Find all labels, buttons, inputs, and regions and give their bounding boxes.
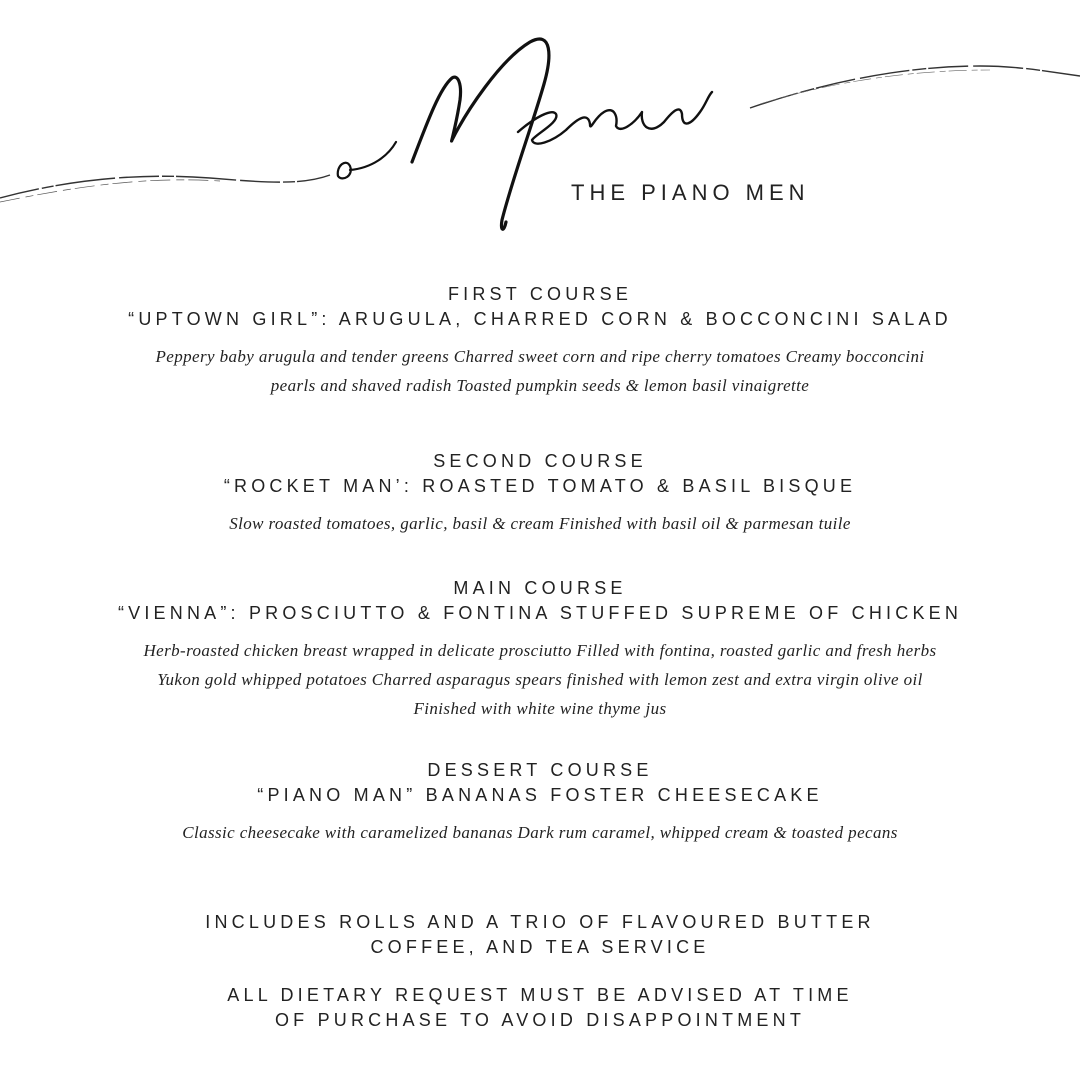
- course-dessert: [0, 758, 1080, 847]
- course-heading: FIRST COURSE: [447, 284, 633, 304]
- course-description: Peppery baby arugula and tender greens Charred sweet corn and ripe cherry tomatoes Creamy bocconcini pearls and shaved radish Toasted pumpkin seeds & lemon basil vinaigrette: [155, 347, 925, 395]
- includes-line: COFFEE, AND TEA SERVICE: [370, 937, 710, 957]
- course-description: Herb-roasted chicken breast wrapped in delicate prosciutto Filled with fontina, roasted garlic and fresh herbs Yukon gold whipped potatoes Charred asparagus spears finished with lemon zest and extra virgin olive oil Finished with white wine thyme jus: [143, 641, 937, 718]
- dietary-line: OF PURCHASE TO AVOID DISAPPOINTMENT: [274, 1010, 806, 1030]
- subtitle: THE PIANO MEN: [571, 180, 810, 205]
- course-description: Classic cheesecake with caramelized bananas Dark rum caramel, whipped cream & toasted pecans: [182, 823, 898, 842]
- course-dish-title: “PIANO MAN” BANANAS FOSTER CHEESECAKE: [257, 785, 823, 805]
- includes-note: [0, 910, 1080, 960]
- course-second: [0, 449, 1080, 538]
- course-dish-title: “ROCKET MAN’: ROASTED TOMATO & BASIL BISQUE: [223, 476, 857, 496]
- includes-line: INCLUDES ROLLS AND A TRIO OF FLAVOURED BUTTER: [205, 912, 875, 932]
- course-dish-title: “VIENNA”: PROSCIUTTO & FONTINA STUFFED SUPREME OF CHICKEN: [117, 603, 963, 623]
- dietary-line: ALL DIETARY REQUEST MUST BE ADVISED AT TIME: [227, 985, 853, 1005]
- course-first: [0, 282, 1080, 400]
- menu-script-title: [330, 20, 750, 250]
- course-main: [0, 576, 1080, 723]
- course-dish-title: “UPTOWN GIRL”: ARUGULA, CHARRED CORN & BOCCONCINI SALAD: [128, 309, 952, 329]
- course-heading: SECOND COURSE: [433, 451, 647, 471]
- course-heading: DESSERT COURSE: [427, 760, 653, 780]
- course-description: Slow roasted tomatoes, garlic, basil & cream Finished with basil oil & parmesan tuile: [229, 514, 851, 533]
- dietary-note: [0, 983, 1080, 1033]
- course-heading: MAIN COURSE: [453, 578, 627, 598]
